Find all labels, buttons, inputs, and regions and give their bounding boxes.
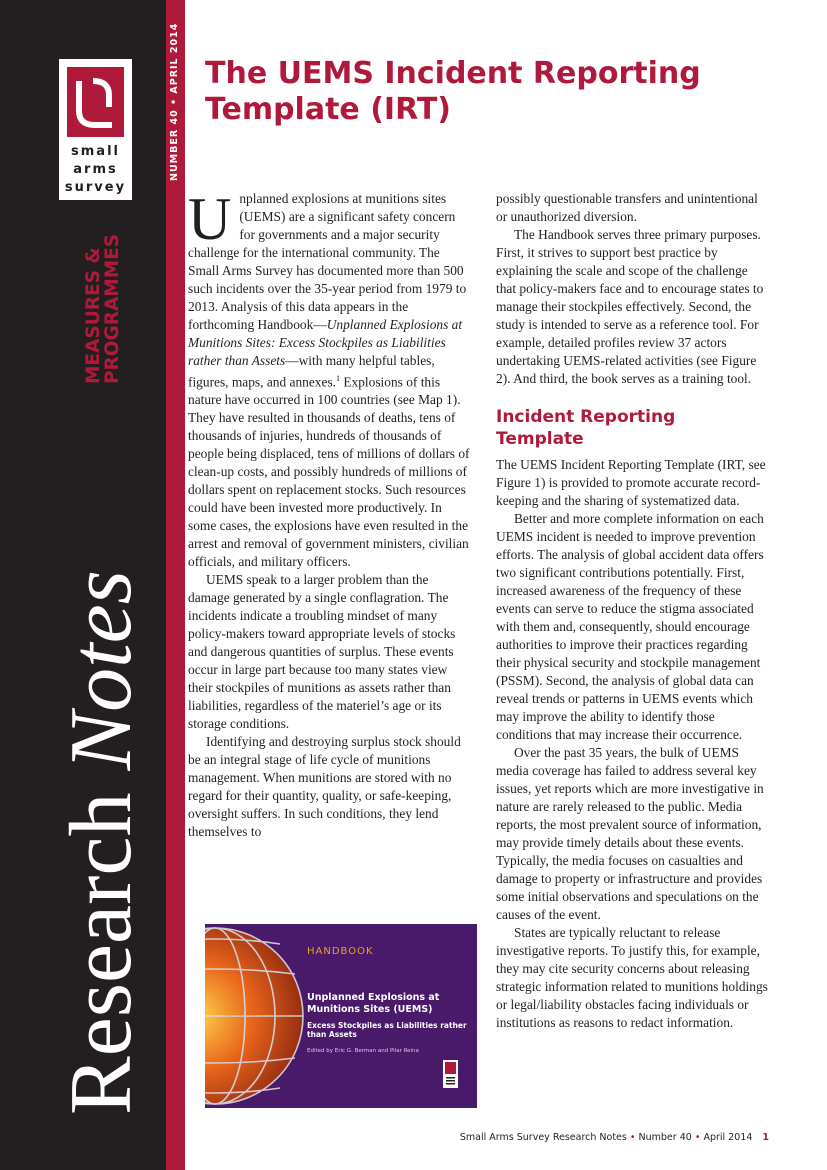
drop-cap: U	[188, 186, 232, 252]
paragraph: The UEMS Incident Reporting Template (IRT, see Figure 1) is provided to promote accurate record-keeping and the sharing of systematized data.	[496, 457, 766, 508]
section-heading: Incident Reporting Template	[496, 407, 676, 449]
series-title-research: Research	[53, 792, 150, 1115]
body-column-left	[188, 186, 470, 841]
paragraph: Identifying and destroying surplus stock should be an integral stage of life cycle of munitions management. When munitions are stored with no regard for their quantity, quality, or safe-keeping, oversight suffers. In such conditions, they lend themselves to	[188, 734, 461, 840]
footer-separator: •	[691, 1132, 704, 1143]
small-arms-survey-logo	[58, 58, 133, 201]
logo-text-arms: arms	[73, 162, 118, 177]
footnote-marker: 1	[336, 374, 340, 383]
book-logo-icon	[443, 1060, 458, 1088]
handbook-title-italic: Unplanned Explosions at Munitions Sites: Excess Stockpiles as Liabilities rather than Assets	[188, 317, 463, 368]
section-label-line1: MEASURES &	[83, 247, 104, 384]
series-title-notes: Notes	[53, 570, 150, 771]
paragraph: Over the past 35 years, the bulk of UEMS media coverage has failed to address several key issues, yet reports which are more investigative in nature are rarely released to the public. Media reports, the most prevalent source of information, may provide timely details about these events. Typically, the media focuses on casualties and damage to property or infrastructure and provides some initial observations and speculations on the causes of the event.	[496, 745, 764, 922]
book-editors: Edited by Eric G. Berman and Pilar Reina	[307, 1048, 419, 1054]
page-title: The UEMS Incident Reporting Template (IRT)	[205, 56, 701, 127]
paragraph: Better and more complete information on each UEMS incident is needed to improve prevention efforts. The analysis of global accident data offers two significant contributions potentially. First, increased awareness of the frequency of these events can serve to reduce the stigma associated with them and, consequently, should encourage authorities to improve their practices regarding their physical security and stockpile management (PSSM). Second, the analysis of global data can reveal trends or patterns in UEMS events which may improve the ability to identify those conditions that may increase their occurrence.	[496, 511, 764, 742]
section-label-line2: PROGRAMMES	[102, 233, 123, 384]
book-subtitle: Excess Stockpiles as Liabilities rather than Assets	[307, 1021, 467, 1039]
footer-separator: •	[626, 1132, 639, 1143]
series-title	[53, 570, 150, 1115]
issue-label: NUMBER 40 • APRIL 2014	[169, 22, 180, 181]
page-number: 1	[762, 1132, 769, 1143]
globe-icon	[205, 924, 305, 1108]
handbook-cover-image	[205, 924, 477, 1108]
logo-text-small: small	[71, 144, 120, 159]
intro-text-c: Explosions of this nature have occurred in 100 countries (see Map 1). They have resulted in thousands of deaths, tens of thousands of injuries, hundreds of thousands of people being displaced, tens of millions of dollars of clean-up costs, and possibly hundreds of millions of dollars spent on replacement stocks. Such resources could have been invested more productively. In some cases, the explosions have even resulted in the arrest and removal of government ministers, civilian officials, and military officers.	[188, 374, 470, 570]
paragraph: The Handbook serves three primary purposes. First, it strives to support best practice by explaining the scale and scope of the challenge that policy-makers face and to encourage states to manage their stockpiles effectively. Second, the study is intended to serve as a reference tool. For example, detailed profiles review 37 actors undertaking UEMS-related activities (see Figure 2). And third, the book serves as a training tool.	[496, 227, 764, 386]
logo-text-survey: survey	[64, 180, 127, 195]
intro-text-b: —with many helpful tables, figures, maps, and annexes.	[188, 353, 435, 390]
paragraph: UEMS speak to a larger problem than the damage generated by a single conflagration. The incidents indicate a troubling mindset of many policy-makers toward appropriate levels of stocks and dangerous quantities of surplus. These events occur in large part because too many states view their stockpiles of munitions as assets rather than liabilities, regardless of the materiel’s age or its storage conditions.	[188, 572, 456, 732]
logo-mark-icon	[67, 67, 124, 137]
footer-number: Number 40	[638, 1132, 692, 1143]
body-column-right	[496, 190, 768, 1032]
footer-publication: Small Arms Survey Research Notes	[459, 1132, 627, 1143]
paragraph: possibly questionable transfers and unintentional or unauthorized diversion.	[496, 191, 758, 224]
page-footer	[460, 1132, 769, 1143]
paragraph: States are typically reluctant to release investigative reports. To justify this, for example, they may cite security concerns about releasing strategic information related to munitions holdings or legal/liability obstacles facing individuals or institutions as reasons to redact information.	[496, 925, 768, 1030]
book-title: Unplanned Explosions at Munitions Sites (UEMS)	[307, 992, 440, 1015]
footer-date: April 2014	[703, 1132, 753, 1143]
paragraph-intro	[188, 186, 470, 571]
section-label	[84, 234, 122, 384]
intro-text-a: nplanned explosions at munitions sites (UEMS) are a significant safety concern for governments and a major security challenge for the international community. The Small Arms Survey has documented more than 500 such incidents over the 35-year period from 1979 to 2013. Analysis of this data appears in the forthcoming Handbook—	[188, 191, 467, 332]
handbook-label: HANDBOOK	[307, 946, 374, 957]
